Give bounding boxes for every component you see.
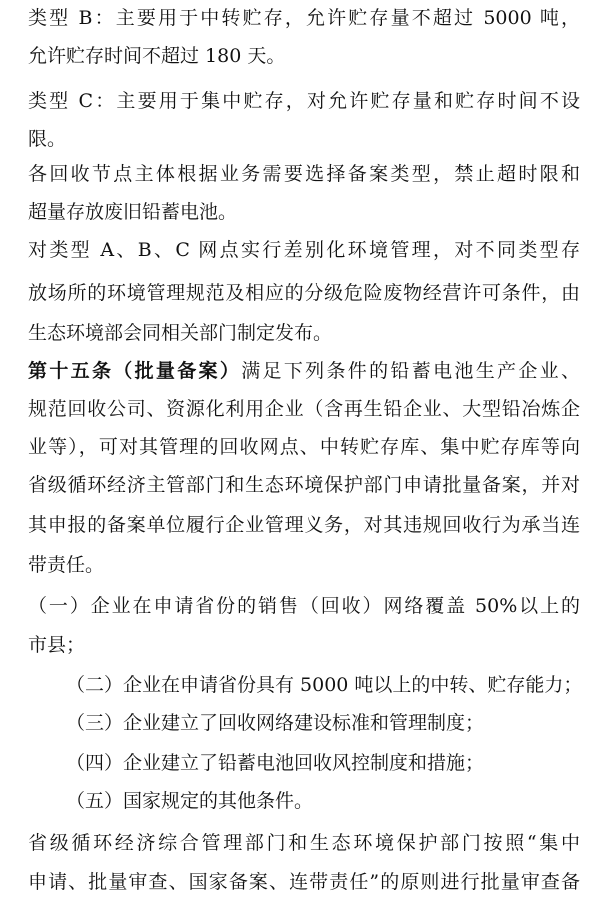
filing-line-1: 各回收节点主体根据业务需要选择备案类型，禁止超时限和: [28, 163, 580, 185]
condition-2: （二）企业在申请省份具有 5000 吨以上的中转、贮存能力；: [66, 674, 583, 696]
closing-line-2: 申请、批量审查、国家备案、连带责任”的原则进行批量审查备: [28, 871, 580, 893]
management-line-1: 对类型 A、B、C 网点实行差别化环境管理，对不同类型存: [28, 239, 580, 261]
management-line-2: 放场所的环境管理规范及相应的分级危险废物经营许可条件，由: [28, 282, 580, 304]
type-b-line-2: 允许贮存时间不超过 180 天。: [28, 45, 286, 67]
type-c-line-1: 类型 C：主要用于集中贮存，对允许贮存量和贮存时间不设: [28, 90, 580, 112]
article15-line-4: 省级循环经济主管部门和生态环境保护部门申请批量备案，并对: [28, 474, 580, 496]
article15-text: 满足下列条件的铅蓄电池生产企业、: [241, 360, 580, 382]
condition-1-line-2: 市县；: [28, 634, 86, 656]
type-b-line-1: 类型 B：主要用于中转贮存，允许贮存量不超过 5000 吨，: [28, 7, 580, 29]
article15-line-1: [28, 359, 580, 383]
management-line-3: 生态环境部会同相关部门制定发布。: [28, 322, 333, 344]
type-c-line-2: 限。: [28, 128, 67, 150]
filing-line-2: 超量存放废旧铅蓄电池。: [28, 201, 238, 223]
condition-1-line-1: （一）企业在申请省份的销售（回收）网络覆盖 50%以上的: [28, 595, 580, 617]
closing-line-1: 省级循环经济综合管理部门和生态环境保护部门按照“集中: [28, 832, 580, 854]
article15-heading: 第十五条（批量备案）: [28, 360, 242, 382]
condition-4: （四）企业建立了铅蓄电池回收风控制度和措施；: [66, 752, 485, 774]
condition-5: （五）国家规定的其他条件。: [66, 790, 314, 812]
article15-line-3: 业等），可对其管理的回收网点、中转贮存库、集中贮存库等向: [28, 436, 580, 458]
article15-line-6: 带责任。: [28, 554, 105, 576]
condition-3: （三）企业建立了回收网络建设标准和管理制度；: [66, 712, 485, 734]
article15-line-2: 规范回收公司、资源化利用企业（含再生铅企业、大型铅冶炼企: [28, 398, 580, 420]
article15-line-5: 其申报的备案单位履行企业管理义务，对其违规回收行为承当连: [28, 514, 580, 536]
